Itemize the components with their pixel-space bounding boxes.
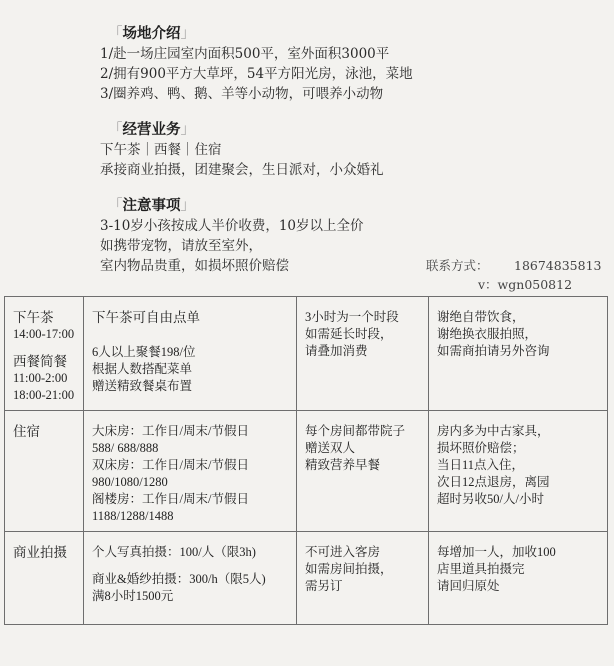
notes-title: 「注意事项」 <box>108 197 195 214</box>
service-rule-cell: 谢绝自带饮食， 谢绝换衣服拍照， 如需商拍请另外咨询 <box>429 297 608 411</box>
venue-line: 2/拥有900平方大草坪，54平方阳光房，泳池，菜地 <box>100 66 413 82</box>
business-section <box>100 120 600 180</box>
intro-section <box>100 24 600 292</box>
venue-section <box>100 24 600 104</box>
schedule-table <box>4 296 608 625</box>
service-name-cell: 下午茶 14:00-17:00 西餐简餐 11:00-2:00 18:00-21:00 <box>5 297 84 411</box>
contact-wechat: v：wgn050812 <box>478 277 573 292</box>
business-line: 下午茶｜西餐｜住宿 <box>100 142 222 158</box>
table-row <box>5 411 608 532</box>
contact-block <box>426 256 601 294</box>
contact-phone: 18674835813 <box>514 258 602 273</box>
notes-line: 3-10岁小孩按成人半价收费，10岁以上全价 <box>100 218 364 234</box>
service-name-cell: 商业拍摄 <box>5 532 84 625</box>
table-row <box>5 532 608 625</box>
service-detail-cell: 个人写真拍摄：100/人（限3h) 商业&婚纱拍摄：300/h（限5人) 满8小时1500元 <box>84 532 297 625</box>
table-row <box>5 297 608 411</box>
business-title: 「经营业务」 <box>108 121 195 138</box>
service-info-cell: 不可进入客房 如需房间拍摄， 需另订 <box>297 532 429 625</box>
service-name-cell: 住宿 <box>5 411 84 532</box>
service-rule-cell: 房内多为中古家具， 损坏照价赔偿； 当日11点入住， 次日12点退房，离园 超时另收50/人/小时 <box>429 411 608 532</box>
notes-line: 室内物品贵重，如损坏照价赔偿 <box>100 258 289 274</box>
service-info-cell: 3小时为一个时段 如需延长时段， 请叠加消费 <box>297 297 429 411</box>
notes-line: 如携带宠物，请放至室外， <box>100 238 262 254</box>
service-rule-cell: 每增加一人，加收100 店里道具拍摄完 请回归原处 <box>429 532 608 625</box>
service-detail-cell: 大床房：工作日/周末/节假日 588/ 688/888 双床房：工作日/周末/节假日 980/1080/1280 阁楼房：工作日/周末/节假日 1188/1288/1488 <box>84 411 297 532</box>
business-line: 承接商业拍摄，团建聚会，生日派对，小众婚礼 <box>100 162 384 178</box>
venue-line: 3/圈养鸡、鸭、鹅、羊等小动物，可喂养小动物 <box>100 86 384 102</box>
venue-line: 1/赴一场庄园室内面积500平，室外面积3000平 <box>100 46 390 62</box>
service-info-cell: 每个房间都带院子 赠送双人 精致营养早餐 <box>297 411 429 532</box>
contact-label: 联系方式： <box>426 258 489 273</box>
venue-title: 「场地介绍」 <box>108 25 195 42</box>
service-detail-cell: 下午茶可自由点单 6人以上聚餐198/位 根据人数搭配菜单 赠送精致餐桌布置 <box>84 297 297 411</box>
